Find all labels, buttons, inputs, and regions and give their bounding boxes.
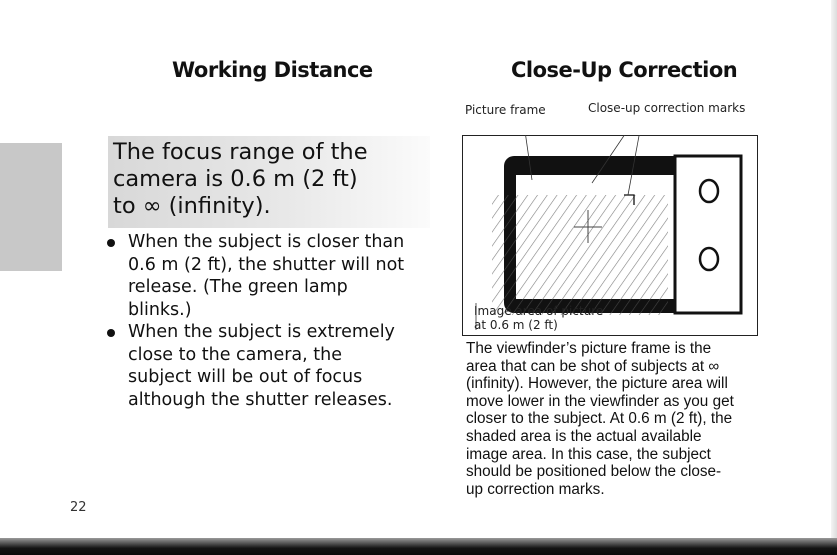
body-line: should be positioned below the close- xyxy=(466,463,722,481)
body-line: area that can be shot of subjects at ∞ xyxy=(466,357,720,375)
body-line: move lower in the viewfinder as you get xyxy=(466,392,734,410)
close-up-correction-body xyxy=(466,340,778,498)
close-up-correction-heading: Close-Up Correction xyxy=(511,58,738,82)
callout-line: to ∞ (infinity). xyxy=(113,193,271,219)
body-line: The viewfinder’s picture frame is the xyxy=(466,340,712,357)
indicator-lamp-top xyxy=(700,180,718,202)
image-area-label-line: at 0.6 m (2 ft) xyxy=(474,318,558,332)
focus-range-callout xyxy=(113,139,433,220)
working-distance-heading: Working Distance xyxy=(172,58,373,82)
body-line: (infinity). However, the picture area will xyxy=(466,375,728,393)
note-line: 0.6 m (2 ft), the shutter will not xyxy=(128,254,405,275)
image-area-shading xyxy=(492,195,668,315)
note-line: close to the camera, the xyxy=(128,344,342,365)
page-number: 22 xyxy=(70,500,87,515)
body-line: image area. In this case, the subject xyxy=(466,445,711,463)
note-line: When the subject is extremely xyxy=(128,322,395,342)
callout-line: The focus range of the xyxy=(113,139,368,165)
note-line: release. (The green lamp xyxy=(128,277,348,297)
note-line: When the subject is closer than xyxy=(128,232,405,252)
body-line: shaded area is the actual available xyxy=(466,427,702,445)
bullet-icon xyxy=(107,239,115,247)
picture-frame-label: Picture frame xyxy=(465,103,546,117)
note-line: blinks.) xyxy=(128,299,192,320)
page-edge-tab xyxy=(0,143,62,271)
note-line: although the shutter releases. xyxy=(128,389,393,410)
body-line: closer to the subject. At 0.6 m (2 ft), the xyxy=(466,410,733,428)
page-bottom-shadow xyxy=(0,538,837,555)
working-distance-notes xyxy=(104,231,434,411)
callout-line: camera is 0.6 m (2 ft) xyxy=(113,166,358,192)
note-shutter-not-release xyxy=(104,231,434,321)
page-right-edge xyxy=(831,0,837,555)
indicator-lamp-bottom xyxy=(700,248,718,270)
correction-marks-label: Close-up correction marks xyxy=(588,101,746,115)
note-out-of-focus xyxy=(104,321,434,411)
bullet-icon xyxy=(107,329,115,337)
image-area-label-line: Image area of picture xyxy=(474,304,604,318)
note-line: subject will be out of focus xyxy=(128,367,363,387)
body-line: up correction marks. xyxy=(466,480,605,498)
image-area-label xyxy=(474,304,603,332)
